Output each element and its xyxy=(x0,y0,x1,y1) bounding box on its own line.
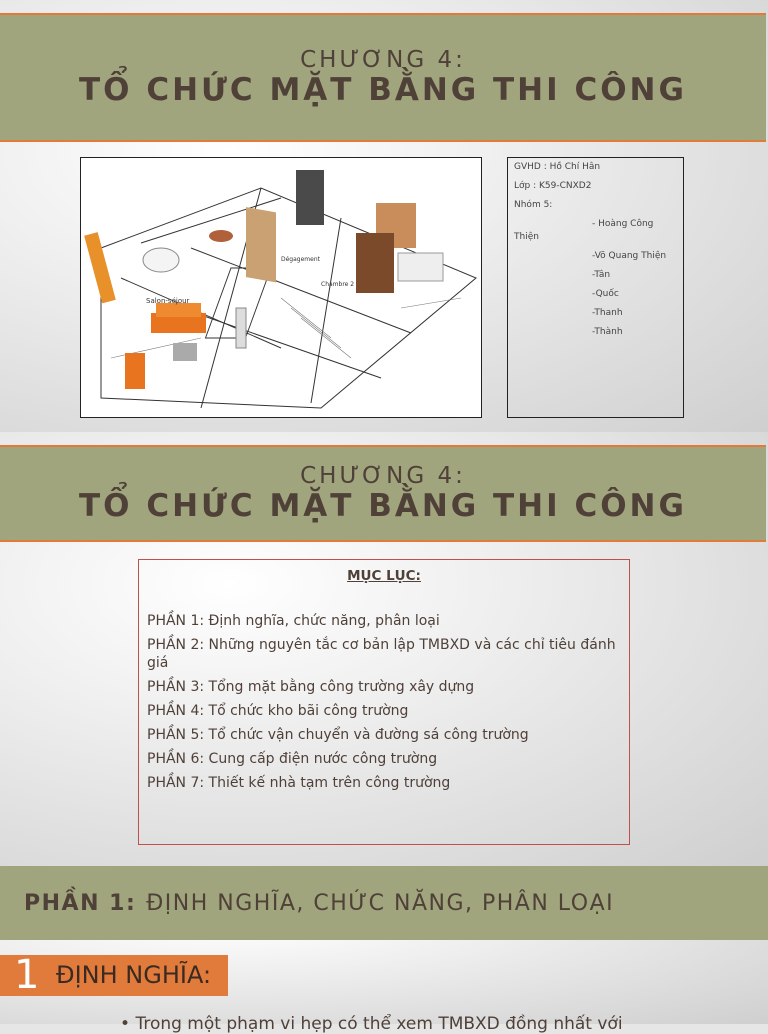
chapter-title: TỔ CHỨC MẶT BẰNG THI CÔNG xyxy=(79,72,687,108)
group-line: Nhóm 5: xyxy=(514,200,553,211)
member-3: -Tân xyxy=(592,270,611,281)
toc-title: MỤC LỤC: xyxy=(347,568,421,584)
table-of-contents xyxy=(138,559,630,845)
member-5: -Thanh xyxy=(592,308,623,319)
section-title: ĐỊNH NGHĨA: xyxy=(56,961,212,989)
member-2: -Võ Quang Thiện xyxy=(592,251,667,262)
floor-plan-image xyxy=(80,157,482,418)
section-number: 1 xyxy=(14,952,40,998)
bullet-text: Trong một phạm vi hẹp có thể xem TMBXD đồng nhất với xyxy=(135,1014,623,1034)
toc-item-2: PHẦN 2: Những nguyên tắc cơ bản lập TMBXD và các chỉ tiêu đánh giá xyxy=(147,637,616,671)
chapter-title-2: TỔ CHỨC MẶT BẰNG THI CÔNG xyxy=(79,488,687,524)
toc-item-1: PHẦN 1: Định nghĩa, chức năng, phân loại xyxy=(147,613,440,629)
member-1-cont: Thiện xyxy=(514,232,539,243)
chapter-banner xyxy=(0,13,766,142)
room-label-salon: Salon-séjour xyxy=(146,297,190,305)
toc-item-3: PHẦN 3: Tổng mặt bằng công trường xây dựng xyxy=(147,679,475,695)
gvhd-line: GVHD : Hồ Chí Hân xyxy=(514,162,601,172)
slide-1 xyxy=(0,0,768,432)
room-label-degagement: Dégagement xyxy=(281,256,320,263)
bullet-line: • Trong một phạm vi hẹp có thể xem TMBXD đồng nhất với xyxy=(120,1014,623,1034)
member-6: -Thành xyxy=(592,327,623,338)
member-1: - Hoàng Công xyxy=(592,219,654,230)
room-label-chambre: Chambre 2 xyxy=(321,281,355,288)
member-4: -Quốc xyxy=(592,289,619,300)
toc-item-7: PHẦN 7: Thiết kế nhà tạm trên công trường xyxy=(147,775,451,791)
section-heading xyxy=(0,952,228,998)
part-1-header xyxy=(0,866,768,940)
part-title: ĐỊNH NGHĨA, CHỨC NĂNG, PHÂN LOẠI xyxy=(146,890,615,916)
toc-item-6: PHẦN 6: Cung cấp điện nước công trường xyxy=(147,751,438,767)
group-info-box xyxy=(507,157,684,418)
floor-plan-illustration xyxy=(81,158,481,417)
part-label: PHẦN 1: xyxy=(24,890,137,916)
chapter-label: CHƯƠNG 4: xyxy=(300,47,466,73)
chapter-label-2: CHƯƠNG 4: xyxy=(300,463,466,489)
class-line: Lớp : K59-CNXD2 xyxy=(514,181,592,192)
chapter-banner-2 xyxy=(0,445,766,542)
toc-item-4: PHẦN 4: Tổ chức kho bãi công trường xyxy=(147,703,409,719)
toc-item-5: PHẦN 5: Tổ chức vận chuyển và đường sá công trường xyxy=(147,727,529,743)
